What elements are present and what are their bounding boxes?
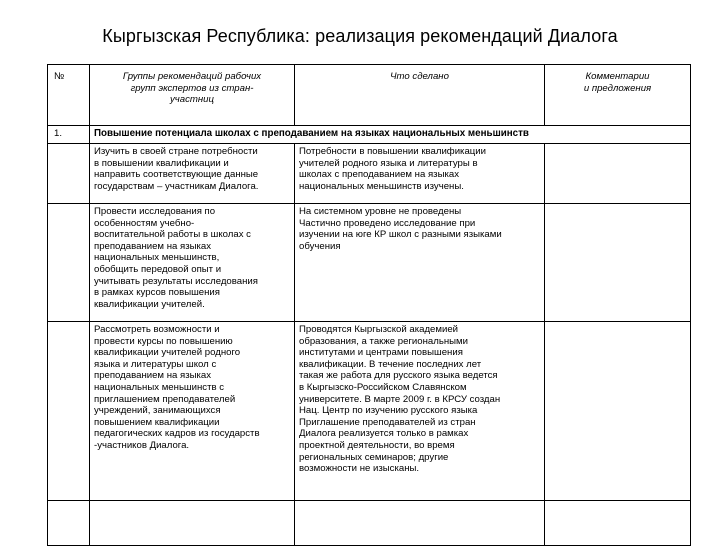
section-number-label: 1. <box>54 128 63 139</box>
done-cell <box>295 322 545 501</box>
done-text: Потребности в повышении квалификации учителей родного языка и литературы в школах с преподаванием на языках национальных меньшинств изучены. <box>299 146 487 192</box>
section-title <box>90 126 691 144</box>
header-recommendations <box>90 65 295 126</box>
comment-cell <box>545 322 691 501</box>
section-title-label: Повышение потенциала школах с преподаванием на языках национальных меньшинств <box>94 128 529 139</box>
row-number-cell <box>48 144 90 204</box>
section-row <box>48 126 691 144</box>
recommendation-cell <box>90 501 295 546</box>
recommendation-text: Изучить в своей стране потребности в повышении квалификации и направить соответствующие данные государствам – участникам Диалога. <box>94 146 259 192</box>
recommendation-cell <box>90 204 295 322</box>
header-number <box>48 65 90 126</box>
row-number-cell <box>48 501 90 546</box>
table-row <box>48 501 691 546</box>
page-title: Кыргызская Республика: реализация рекомендаций Диалога <box>102 26 618 46</box>
done-cell <box>295 144 545 204</box>
comment-cell <box>545 144 691 204</box>
done-text: Проводятся Кыргызской академией образования, а также региональными институтами и центрами повышения квалификации. В течение последних лет такая же работа для русского языка ведется в Кыргызско-Российском Славянском университете. В марте 2009 г. в КРСУ создан Нац. Центр по изучению русского языка Приглашение преподавателей из стран Диалога реализуется только в рамках проектной деятельности, во время региональных семинаров; другие возможности не изысканы. <box>299 324 501 475</box>
header-comments <box>545 65 691 126</box>
comment-cell <box>545 501 691 546</box>
done-cell <box>295 501 545 546</box>
row-number-cell <box>48 322 90 501</box>
header-done-label: Что сделано <box>390 71 449 82</box>
done-text: На системном уровне не проведены Частично проведено исследование при изучении на юге КР школ с разными языками обучения <box>299 206 502 252</box>
row-number-cell <box>48 204 90 322</box>
header-done <box>295 65 545 126</box>
header-recommendations-label: Группы рекомендаций рабочих групп экспертов из стран- участниц <box>122 71 262 106</box>
recommendations-table <box>47 64 691 546</box>
header-number-label: № <box>54 71 65 82</box>
section-number <box>48 126 90 144</box>
table-header-row <box>48 65 691 126</box>
comment-cell <box>545 204 691 322</box>
table-row <box>48 322 691 501</box>
recommendation-text: Провести исследования по особенностям учебно- воспитательной работы в школах с преподаванием на языках национальных меньшинств, обобщить передовой опыт и учитывать результаты исследования в рамках курсов повышения квалификации учителей. <box>94 206 258 310</box>
table-row <box>48 204 691 322</box>
header-comments-label: Комментарии и предложения <box>583 71 652 94</box>
table-row <box>48 144 691 204</box>
recommendation-cell <box>90 144 295 204</box>
recommendation-cell <box>90 322 295 501</box>
recommendation-text: Рассмотреть возможности и провести курсы по повышению квалификации учителей родного языка и литературы школ с преподаванием на языках национальных меньшинств с приглашением преподавателей учреждений, занимающихся повышением квалификации педагогических кадров из государств -участников Диалога. <box>94 324 260 451</box>
done-cell <box>295 204 545 322</box>
